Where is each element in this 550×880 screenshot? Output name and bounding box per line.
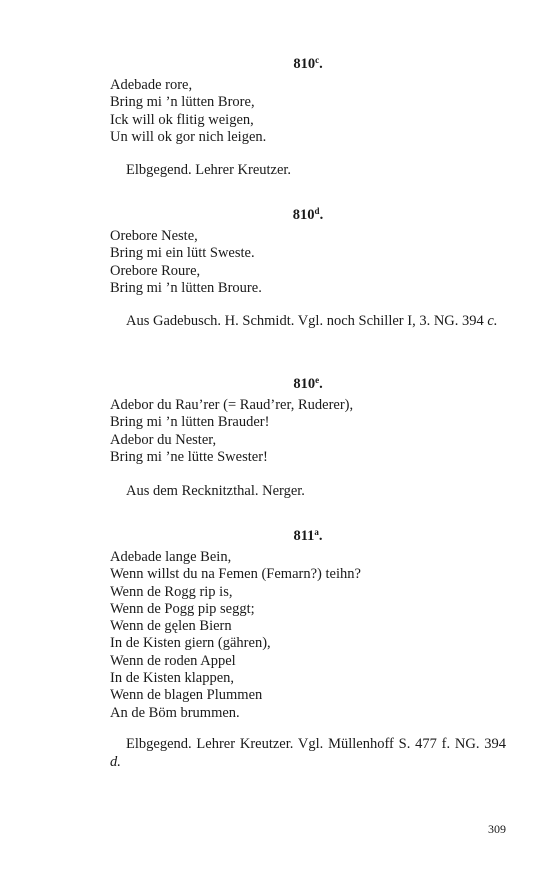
verse-line: In de Kisten giern (gähren), bbox=[110, 635, 271, 652]
source-note: Elbgegend. Lehrer Kreutzer. Vgl. Müllenhoff S. 477 f. NG. 394 d. bbox=[110, 736, 506, 770]
verse-line: Adebade rore, bbox=[110, 77, 193, 93]
page-number: 309 bbox=[488, 822, 506, 836]
verse-line: In de Kisten klappen, bbox=[110, 670, 235, 687]
verse-line: An de Böm brummen. bbox=[110, 704, 240, 721]
source-note: Aus Gadebusch. H. Schmidt. Vgl. noch Schiller I, 3. NG. 394 c. bbox=[126, 313, 498, 329]
source-note: Aus dem Recknitzthal. Nerger. bbox=[126, 483, 305, 499]
verse-line: Un will ok gor nich leigen. bbox=[110, 128, 267, 145]
verse-line: Ick will ok flitig weigen, bbox=[110, 111, 254, 128]
verse-line: Wenn de Rogg rip is, bbox=[110, 583, 233, 600]
source-note: Elbgegend. Lehrer Kreutzer. bbox=[126, 162, 292, 178]
verse bbox=[110, 397, 510, 466]
verse-line: Bring mi ’ne lütte Swester! bbox=[110, 448, 268, 465]
section-heading: 811$^a$. bbox=[293, 527, 323, 544]
verse-line: Orebore Neste, bbox=[110, 228, 198, 244]
verse bbox=[110, 77, 510, 146]
verse-line: Wenn willst du na Femen (Femarn?) teihn? bbox=[110, 566, 361, 583]
verse-line: Adebade lange Bein, bbox=[110, 549, 232, 565]
section-heading: 810e. bbox=[293, 375, 323, 392]
verse-line: Wenn de roden Appel bbox=[110, 652, 236, 669]
verse-line: Wenn de Pogg pip seggt; bbox=[110, 600, 255, 617]
verse bbox=[110, 228, 510, 297]
verse-line: Bring mi ein lütt Sweste. bbox=[110, 245, 255, 262]
verse-line: Wenn de blagen Plummen bbox=[110, 687, 263, 704]
verse-line: Bring mi ’n lütten Brauder! bbox=[110, 414, 270, 431]
verse-line: Adebor du Rau’rer (= Raud’rer, Ruderer), bbox=[110, 397, 354, 413]
verse-line: Bring mi ’n lütten Broure. bbox=[110, 279, 262, 296]
verse-line: Wenn de gęlen Biern bbox=[110, 618, 232, 635]
verse-line: Adebor du Nester, bbox=[110, 431, 217, 448]
section-heading: 810$^d$. bbox=[292, 206, 324, 223]
verse-line: Bring mi ’n lütten Brore, bbox=[110, 94, 255, 111]
section-heading: 810$^c$. bbox=[293, 55, 323, 72]
verse-line: Orebore Roure, bbox=[110, 262, 201, 279]
verse bbox=[110, 549, 510, 722]
